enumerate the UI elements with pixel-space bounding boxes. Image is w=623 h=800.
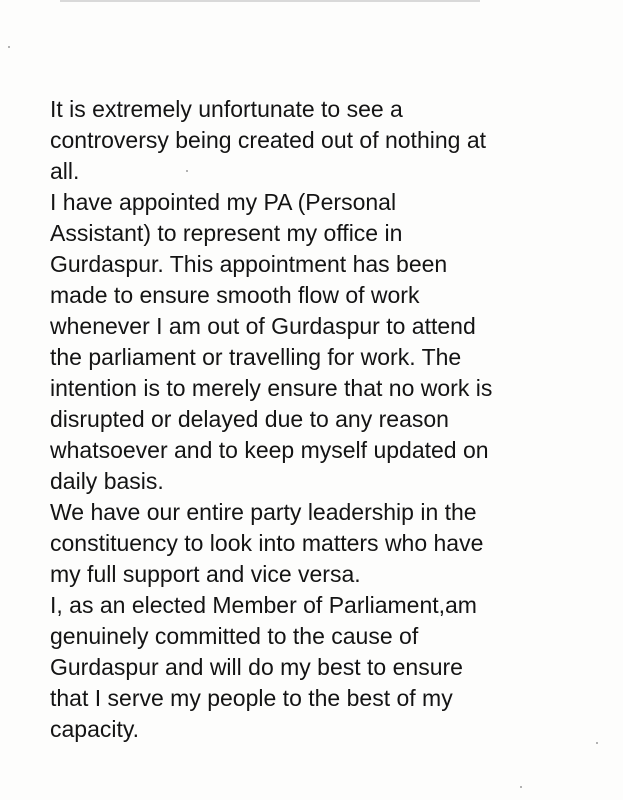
text-line: capacity. — [50, 716, 140, 742]
text-line: daily basis. — [50, 468, 164, 494]
text-line: my full support and vice versa. — [50, 561, 361, 587]
text-line: I have appointed my PA (Personal — [50, 189, 397, 215]
text-line: constituency to look into matters who have — [50, 530, 484, 556]
text-line: whatsoever and to keep myself updated on — [50, 437, 489, 463]
text-line: disrupted or delayed due to any reason — [50, 406, 449, 432]
scan-speck — [8, 46, 10, 48]
paragraph-appointment — [50, 187, 610, 497]
text-line: Assistant) to represent my office in — [50, 220, 403, 246]
paragraph-opening — [50, 94, 610, 187]
paragraph-party-leadership — [50, 497, 610, 590]
scan-edge-mark — [60, 0, 480, 2]
statement-body — [50, 94, 610, 745]
text-line: the parliament or travelling for work. The — [50, 344, 462, 370]
text-line: intention is to merely ensure that no work is — [50, 375, 493, 401]
text-line: It is extremely unfortunate to see a — [50, 96, 403, 122]
text-line: all. — [50, 158, 80, 184]
text-line: genuinely committed to the cause of — [50, 623, 419, 649]
text-line: We have our entire party leadership in the — [50, 499, 477, 525]
text-line: made to ensure smooth flow of work — [50, 282, 420, 308]
scan-speck — [520, 786, 522, 788]
text-line: I, as an elected Member of Parliament,am — [50, 592, 477, 618]
text-line: controversy being created out of nothing at — [50, 127, 487, 153]
text-line: whenever I am out of Gurdaspur to attend — [50, 313, 476, 339]
text-line: Gurdaspur. This appointment has been — [50, 251, 448, 277]
text-line: that I serve my people to the best of my — [50, 685, 453, 711]
paragraph-commitment — [50, 590, 610, 745]
text-line: Gurdaspur and will do my best to ensure — [50, 654, 463, 680]
